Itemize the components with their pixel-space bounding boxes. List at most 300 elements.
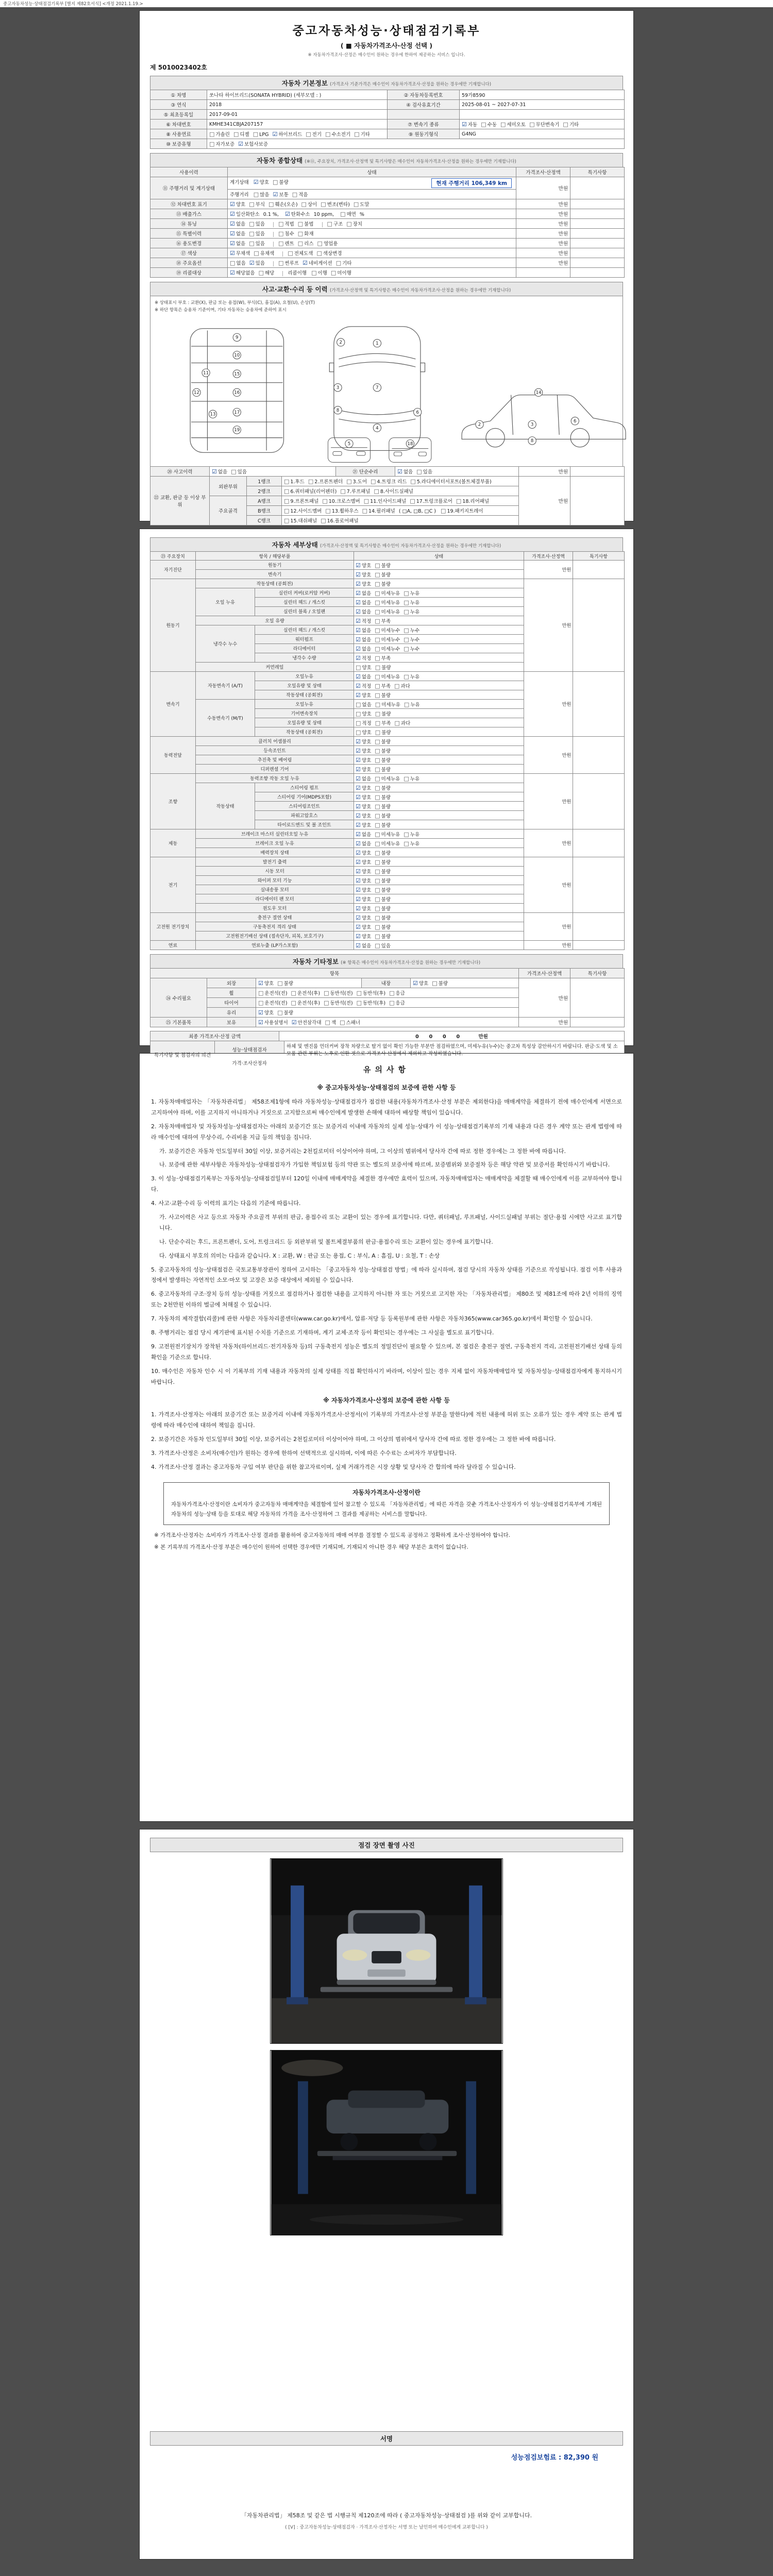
checkbox-없음[interactable]: ☑ 없음: [230, 221, 246, 227]
checkbox-적정[interactable]: ☑ 적정: [356, 654, 372, 662]
checkbox-불량[interactable]: □ 불량: [375, 784, 391, 791]
inline-text: 10 ppm,: [313, 212, 341, 217]
checkbox-양호[interactable]: ☑ 양호: [356, 849, 372, 856]
issuance-substatement: ( [V] : 중고자동차성능·상태점검자 · 가격조사·산정자는 서명 또는 날인하여 매수인에게 교부합니다 ): [285, 2525, 488, 2530]
checkbox-보험사보증[interactable]: ☑ 보험사보증: [238, 141, 268, 147]
fee-value: 82,390 원: [563, 2454, 598, 2462]
checkbox-동반석(후)[interactable]: □ 동반석(후): [356, 999, 386, 1006]
checkbox-유채색[interactable]: □ 유채색: [254, 250, 275, 257]
checkbox-불량[interactable]: □ 불량: [375, 895, 391, 903]
checkbox-화재[interactable]: □ 화재: [297, 230, 314, 237]
checkbox-누유[interactable]: □ 누유: [404, 673, 420, 680]
field-label: ⑲ 리콜대상: [150, 268, 228, 278]
checkbox-미세누유[interactable]: □ 미세누유: [375, 831, 400, 838]
field-label: ⑱ 주요옵션: [150, 258, 228, 268]
checkbox-색상변경[interactable]: □ 색상변경: [316, 250, 342, 257]
field-value: [354, 811, 524, 820]
checkbox-양호[interactable]: □ 양호: [356, 728, 372, 736]
checkbox-불량[interactable]: □ 불량: [375, 691, 391, 699]
field-label: 실린더 블록 / 오일팬: [255, 607, 354, 616]
checkbox-있음[interactable]: □ 있음: [375, 942, 391, 949]
field-label: 타이어: [207, 998, 256, 1008]
checkbox-양호[interactable]: ☑ 양호: [356, 821, 372, 828]
checkbox-LPG[interactable]: □ LPG: [253, 131, 269, 138]
notice-item: 8. 주행거리는 점검 당시 계기판에 표시된 수치를 기준으로 기재하며, 계기 교체·조작 등이 확인되는 경우에는 그 사실을 별도로 표기합니다.: [151, 1329, 494, 1336]
notice-item: 나. 단순수리는 후드, 프론트펜더, 도어, 트렁크리드 등 외판부위 및 볼트체결부품의 판금·용접수리 또는 교환이 있는 경우에 표기합니다.: [159, 1238, 493, 1245]
checkbox-미이행[interactable]: □ 미이행: [330, 269, 351, 276]
checkbox-불량[interactable]: □ 불량: [375, 738, 391, 745]
checkbox-양호[interactable]: ☑ 양호: [356, 803, 372, 810]
checkbox-세미오토[interactable]: □ 세미오토: [500, 121, 526, 128]
field-label: 브레이크 마스터 실린더오일 누유: [196, 829, 354, 839]
inspection-insurance-fee: [150, 2452, 623, 2462]
field-label: 오일 유량: [196, 616, 354, 625]
field-label: 연료: [150, 941, 196, 950]
field-label: 충전구 절연 상태: [196, 913, 354, 922]
checkbox-불량[interactable]: □ 불량: [375, 849, 391, 856]
checkbox-부식[interactable]: □ 부식: [249, 201, 265, 208]
checkbox-해당없음[interactable]: ☑ 해당없음: [230, 269, 255, 276]
checkbox-양호[interactable]: ☑ 양호: [258, 1009, 274, 1016]
document-sheet: [139, 10, 634, 2560]
section-accident-title: 사고·교환·수리 등 이력: [262, 285, 328, 293]
checkbox-구조[interactable]: □ 구조: [327, 221, 343, 227]
checkbox-많음[interactable]: □ 많음: [253, 191, 270, 198]
checkbox-없음[interactable]: ☑ 없음: [356, 831, 372, 838]
checkbox-있음[interactable]: □ 있음: [249, 221, 265, 227]
field-value: [256, 988, 519, 998]
checkbox-동반석(후)[interactable]: □ 동반석(후): [356, 990, 386, 996]
checkbox-있음[interactable]: □ 있음: [416, 468, 432, 475]
checkbox-누유[interactable]: □ 누유: [404, 831, 420, 838]
field-value: 만원: [519, 477, 570, 526]
checkbox-없음[interactable]: ☑ 없음: [356, 626, 372, 634]
checkbox-부족[interactable]: □ 부족: [375, 719, 391, 726]
field-label: 작동상태 (공회전): [255, 690, 354, 700]
notice-item: 가. 보증기간은 자동차 인도일부터 30일 이상, 보증거리는 2천킬로미터 이상이어야 하며, 그 이상의 범위에서 당사자 간에 따로 정한 경우에는 그 정한 바에 따릅니다.: [159, 1147, 566, 1155]
checkbox-보통[interactable]: ☑ 보통: [273, 191, 289, 198]
checkbox-있음[interactable]: □ 있음: [231, 468, 247, 475]
field-label: 사용이력: [150, 167, 228, 177]
checkbox-불량[interactable]: □ 불량: [375, 905, 391, 912]
etc-info-table: [150, 968, 623, 1027]
field-value: 만원: [516, 248, 570, 258]
notes-body: [150, 1083, 623, 1552]
field-label: 스티어링조인트: [255, 802, 354, 811]
checkbox-양호[interactable]: ☑ 양호: [356, 868, 372, 875]
checkbox-도말[interactable]: □ 도말: [353, 201, 369, 208]
field-value: 만원: [516, 258, 570, 268]
checkbox-디젤[interactable]: □ 디젤: [233, 131, 249, 138]
checkbox-해당[interactable]: □ 해당: [258, 269, 275, 276]
checkbox-9.프론트패널[interactable]: □ 9.프론트패널: [284, 498, 319, 504]
field-label: B랭크: [247, 506, 282, 516]
basic-table: [150, 90, 625, 149]
checkbox-양호[interactable]: □ 양호: [356, 710, 372, 717]
field-value: [354, 607, 524, 616]
checkbox-불량[interactable]: □ 불량: [432, 980, 448, 987]
field-value: [228, 177, 516, 190]
checkbox-7.루프패널[interactable]: □ 7.루프패널: [340, 488, 371, 495]
diagram-badge-number: 14: [535, 390, 542, 396]
checkbox-누유[interactable]: □ 누유: [404, 840, 420, 847]
checkbox-없음[interactable]: ☑ 없음: [356, 636, 372, 643]
checkbox-불량[interactable]: □ 불량: [375, 710, 391, 717]
checkbox-누유[interactable]: □ 누유: [404, 775, 420, 782]
checkbox-없음[interactable]: ☑ 없음: [356, 942, 372, 949]
checkbox-3.도어[interactable]: □ 3.도어: [346, 478, 367, 485]
checkbox-미세누유[interactable]: □ 미세누유: [375, 608, 400, 615]
notice-item: 2. 자동차매매업자 및 자동차성능·상태점검자는 아래의 보증기간 또는 보증거리 이내에 자동차의 실제 성능·상태가 이 성능·상태점검기록부의 기재 내용과 다른 경우 계약 또는 관계 법령에 따라 매수인에 대하여 무상수리, 수리비용 지급 등의 책임을 집니다.: [151, 1123, 622, 1141]
checkbox-불량[interactable]: □ 불량: [375, 868, 391, 875]
field-label: 휠: [207, 988, 256, 998]
checkbox-불량[interactable]: □ 불량: [277, 1009, 293, 1016]
checkbox-없음[interactable]: □ 없음: [230, 260, 246, 266]
field-label: 구동축전지 격리 상태: [196, 922, 354, 931]
checkbox-19.패키지트레이[interactable]: □ 19.패키지트레이: [441, 507, 483, 514]
section-overall-note: (※⑪, 주요장치, 가격조사·산정액 및 특기사항은 매수인이 자동차가격조사·산정을 원하는 경우에만 기재합니다): [305, 159, 516, 164]
checkbox-일산화탄소[interactable]: ☑ 일산화탄소: [230, 211, 260, 217]
field-label: ⑯ 용도변경: [150, 239, 228, 248]
checkbox-운전석(후)[interactable]: □ 운전석(후): [291, 990, 321, 996]
field-label: ⑪ 주행거리 및 계기상태: [150, 177, 228, 199]
checkbox-적정[interactable]: ☑ 적정: [356, 682, 372, 689]
checkbox-없음[interactable]: ☑ 없음: [212, 468, 228, 475]
section-etc-note: (※ 항목은 매수인이 자동차가격조사·산정을 원하는 경우에만 기재합니다): [341, 960, 481, 965]
checkbox-렌트[interactable]: □ 렌트: [278, 240, 294, 247]
field-label: 오일유량 및 상태: [255, 718, 354, 727]
field-value: [354, 876, 524, 885]
field-value: [354, 635, 524, 644]
checkbox-양호[interactable]: ☑ 양호: [253, 179, 270, 185]
checkbox-훼손(오손)[interactable]: □ 훼손(오손): [268, 201, 298, 208]
fee-label: 성능점검보험료 :: [511, 2454, 562, 2462]
checkbox-누유[interactable]: □ 누유: [404, 589, 420, 597]
checkbox-양호[interactable]: ☑ 양호: [258, 980, 274, 987]
field-label: ⑨ 원동기형식: [388, 129, 460, 139]
checkbox-불량[interactable]: □ 불량: [375, 923, 391, 930]
checkbox-1.후드[interactable]: □ 1.후드: [284, 478, 305, 485]
checkbox-불량[interactable]: □ 불량: [277, 980, 293, 987]
checkbox-동반석(전)[interactable]: □ 동반석(전): [324, 999, 353, 1006]
field-label: 시동 모터: [196, 867, 354, 876]
field-value: [354, 588, 524, 598]
diagram-badge-number: 8: [530, 438, 534, 444]
checkbox-13.휠하우스[interactable]: □ 13.휠하우스: [325, 507, 359, 514]
checkbox-불량[interactable]: □ 불량: [375, 812, 391, 819]
notice-item: 9. 고전원전기장치가 장착된 자동차(하이브리드·전기자동차 등)의 구동축전지 성능은 별도의 정밀진단이 필요할 수 있으며, 본 점검은 충전구 절연, 구동축전지 격리, 고전원전기배선 상태 등의 확인을 기준으로 합니다.: [151, 1343, 622, 1361]
field-label: 동력조향 작동 오일 누유: [196, 774, 354, 783]
checkbox-불량[interactable]: □ 불량: [375, 914, 391, 921]
checkbox-없음[interactable]: ☑ 없음: [356, 775, 372, 782]
field-value: [282, 486, 519, 496]
checkbox-11.인사이드패널[interactable]: □ 11.인사이드패널: [363, 498, 407, 504]
checkbox-미세누유[interactable]: □ 미세누유: [375, 673, 400, 680]
checkbox-변조(변타)[interactable]: □ 변조(변타): [321, 201, 350, 208]
checkbox-잭[interactable]: □ 잭: [325, 1019, 337, 1026]
checkbox-불량[interactable]: □ 불량: [375, 793, 391, 801]
checkbox-스패너[interactable]: □ 스패너: [340, 1019, 361, 1026]
section-basic-note: (가격조사 기준가격은 매수인이 자동차가격조사·산정을 원하는 경우에만 기재합니다): [330, 82, 492, 87]
checkbox-미세누유[interactable]: □ 미세누유: [375, 589, 400, 597]
checkbox-기타[interactable]: □ 기타: [335, 260, 352, 266]
checkbox-네비게이션[interactable]: ☑ 네비게이션: [302, 260, 332, 266]
checkbox-누수[interactable]: □ 누수: [404, 636, 420, 643]
checkbox-불량[interactable]: □ 불량: [273, 179, 289, 185]
section-basic-header: [150, 76, 623, 90]
checkbox-상이[interactable]: □ 상이: [301, 201, 317, 208]
checkbox-양호[interactable]: ☑ 양호: [356, 877, 372, 884]
field-label: 상태: [228, 167, 516, 177]
field-label: 윈도우 모터: [196, 904, 354, 913]
checkbox-누수[interactable]: □ 누수: [404, 626, 420, 634]
checkbox-미세누유[interactable]: □ 미세누유: [375, 840, 400, 847]
checkbox-불량[interactable]: □ 불량: [375, 766, 391, 773]
checkbox-미세누수[interactable]: □ 미세누수: [375, 626, 400, 634]
field-value: [570, 199, 625, 209]
notice-item: 2. 보증기간은 자동차 인도일부터 30일 이상, 보증거리는 2천킬로미터 이상이어야 하며, 그 이상의 범위에서 당사자 간에 따로 정한 경우에는 그 정한 바에 따릅니다.: [151, 1436, 556, 1443]
section-overall-title: 자동차 종합상태: [257, 157, 303, 164]
field-value: 만원: [516, 199, 570, 209]
checkbox-누수[interactable]: □ 누수: [404, 645, 420, 652]
checkbox-없음[interactable]: ☑ 없음: [356, 589, 372, 597]
field-value: [354, 802, 524, 811]
checkbox-운전석(전)[interactable]: □ 운전석(전): [258, 990, 288, 996]
checkbox-양호[interactable]: ☑ 양호: [356, 933, 372, 940]
checkbox-동반석(전)[interactable]: □ 동반석(전): [324, 990, 353, 996]
checkbox-양호[interactable]: ☑ 양호: [356, 923, 372, 930]
checkbox-양호[interactable]: ☑ 양호: [413, 980, 429, 987]
diagram-legend: ※ 상태표시 부호 : 교환(X), 판금 또는 용접(W), 부식(C), 흠집(A), 요철(U), 손상(T): [155, 300, 315, 306]
checkbox-15.대쉬패널[interactable]: □ 15.대쉬패널: [284, 517, 317, 524]
checkbox-양호[interactable]: ☑ 양호: [356, 562, 372, 569]
checkbox-과다[interactable]: □ 과다: [394, 682, 410, 689]
field-label: 실린더 헤드 / 개스킷: [255, 598, 354, 607]
checkbox-미세누유[interactable]: □ 미세누유: [375, 701, 400, 708]
checkbox-양호[interactable]: ☑ 양호: [356, 812, 372, 819]
checkbox-기타[interactable]: □ 기타: [563, 121, 579, 128]
field-label: 오일유량 및 상태: [255, 681, 354, 690]
diagram-badge-number: 17: [234, 410, 240, 415]
checkbox-불량[interactable]: □ 불량: [375, 858, 391, 866]
checkbox-운전석(후)[interactable]: □ 운전석(후): [291, 999, 321, 1006]
checkbox-양호[interactable]: ☑ 양호: [356, 747, 372, 754]
checkbox-부족[interactable]: □ 부족: [375, 682, 391, 689]
checkbox-불량[interactable]: □ 불량: [375, 664, 391, 671]
checkbox-없음[interactable]: ☑ 없음: [397, 468, 413, 475]
checkbox-누유[interactable]: □ 누유: [404, 701, 420, 708]
field-value: [354, 653, 524, 663]
checkbox-무단변속기[interactable]: □ 무단변속기: [529, 121, 560, 128]
checkbox-10.크로스멤버[interactable]: □ 10.크로스멤버: [322, 498, 360, 504]
checkbox-미세누수[interactable]: □ 미세누수: [375, 645, 400, 652]
checkbox-불량[interactable]: □ 불량: [375, 821, 391, 828]
checkbox-양호[interactable]: ☑ 양호: [356, 858, 372, 866]
diagram-badge-number: 16: [234, 390, 240, 396]
field-label: 제동: [150, 829, 196, 857]
field-value: KMHE341CBJA207157: [207, 120, 388, 129]
checkbox-수동[interactable]: □ 수동: [481, 121, 497, 128]
checkbox-기타[interactable]: □ 기타: [354, 131, 370, 138]
checkbox-자동[interactable]: ☑ 자동: [462, 121, 478, 128]
checkbox-자가보증[interactable]: □ 자가보증: [209, 141, 235, 147]
checkbox-누유[interactable]: □ 누유: [404, 599, 420, 606]
detail-state-table: [150, 551, 623, 950]
field-label: 작동상태 (공회전): [196, 579, 354, 588]
checkbox-양호[interactable]: ☑ 양호: [356, 914, 372, 921]
checkbox-양호[interactable]: ☑ 양호: [356, 766, 372, 773]
checkbox-미세누유[interactable]: □ 미세누유: [375, 775, 400, 782]
checkbox-17.트렁크플로어[interactable]: □ 17.트렁크플로어: [410, 498, 452, 504]
checkbox-불량[interactable]: □ 불량: [375, 580, 391, 587]
field-label: 와이퍼 모터 기능: [196, 876, 354, 885]
field-label: 작동상태: [196, 783, 255, 829]
checkbox-과다[interactable]: □ 과다: [394, 719, 411, 726]
checkbox-수소전기[interactable]: □ 수소전기: [325, 131, 351, 138]
checkbox-전체도색[interactable]: □ 전체도색: [288, 250, 313, 257]
checkbox-6.쿼터패널(리어펜더)[interactable]: □ 6.쿼터패널(리어펜더): [284, 488, 337, 495]
checkbox-2.프론트펜더[interactable]: □ 2.프론트펜더: [308, 478, 343, 485]
checkbox-14.필러패널[interactable]: □ 14.필러패널: [362, 507, 395, 514]
checkbox-없음[interactable]: ☑ 없음: [356, 608, 372, 615]
checkbox-부족[interactable]: □ 부족: [375, 654, 391, 662]
field-value: 만원: [516, 177, 570, 199]
checkbox-없음[interactable]: ☑ 없음: [230, 240, 246, 247]
checkbox-영업용[interactable]: □ 영업용: [317, 240, 338, 247]
checkbox-16.플로어패널[interactable]: □ 16.플로어패널: [321, 517, 359, 524]
checkbox-이행[interactable]: □ 이행: [311, 269, 327, 276]
checkbox-없음[interactable]: ☑ 없음: [230, 230, 246, 237]
checkbox-안전삼각대[interactable]: ☑ 안전삼각대: [291, 1019, 322, 1026]
checkbox-없음[interactable]: ☑ 없음: [356, 645, 372, 652]
notice-tail: ※ 가격조사·산정자는 소비자가 가격조사·산정 결과를 활용하여 중고자동차의 매매 여부를 결정할 수 있도록 공정하고 정확하게 조사·산정하여야 합니다.: [154, 1532, 510, 1538]
checkbox-양호[interactable]: ☑ 양호: [356, 580, 372, 587]
field-value: [570, 219, 625, 229]
field-label: 추진축 및 베어링: [196, 755, 354, 765]
field-value: [354, 755, 524, 765]
field-value: [354, 792, 524, 802]
checkbox-양호[interactable]: ☑ 양호: [356, 738, 372, 745]
checkbox-누유[interactable]: □ 누유: [404, 608, 420, 615]
price-survey-note: ※ 자동차가격조사·산정은 매수인이 원하는 경우에 한하여 제공하는 서비스 입니다.: [308, 53, 465, 58]
checkbox-응급[interactable]: □ 응급: [389, 999, 405, 1006]
section-detail-title: 자동차 세부상태: [272, 541, 318, 549]
field-value: [354, 625, 524, 635]
checkbox-불량[interactable]: □ 불량: [375, 747, 391, 754]
checkbox-없음[interactable]: □ 없음: [356, 701, 372, 708]
field-value: [354, 561, 524, 570]
checkbox-썬루프[interactable]: □ 썬루프: [278, 260, 299, 266]
checkbox-불량[interactable]: □ 불량: [375, 933, 391, 940]
checkbox-5.라디에이터서포트(볼트체결부품)[interactable]: □ 5.라디에이터서포트(볼트체결부품): [410, 478, 492, 485]
checkbox-4.트렁크 리드[interactable]: □ 4.트렁크 리드: [371, 478, 407, 485]
field-label: ⑮ 특별이력: [150, 229, 228, 239]
field-label: 상태: [354, 552, 524, 561]
checkbox-침수[interactable]: □ 침수: [278, 230, 294, 237]
checkbox-없음[interactable]: ☑ 없음: [356, 673, 372, 680]
checkbox-있음[interactable]: □ 있음: [249, 240, 265, 247]
checkbox-8.사이드실패널[interactable]: □ 8.사이드실패널: [374, 488, 414, 495]
field-value: [573, 913, 625, 941]
price-survey-option[interactable]: ( ■ 자동차가격조사·산정 선택 ): [340, 42, 433, 49]
field-label: 주요골격: [210, 496, 247, 526]
checkbox-무채색[interactable]: ☑ 무채색: [230, 250, 250, 257]
field-value: [207, 129, 388, 139]
diagram-badge-number: 13: [210, 412, 216, 417]
checkbox-불량[interactable]: □ 불량: [375, 803, 391, 810]
checkbox-없음[interactable]: ☑ 없음: [356, 840, 372, 847]
checkbox-양호[interactable]: ☑ 양호: [356, 691, 372, 699]
field-label: 변속기: [150, 672, 196, 737]
checkbox-양호[interactable]: ☑ 양호: [356, 571, 372, 578]
field-value: [573, 941, 625, 950]
checkbox-리스[interactable]: □ 리스: [297, 240, 314, 247]
checkbox-양호[interactable]: ☑ 양호: [356, 784, 372, 791]
checkbox-장치[interactable]: □ 장치: [346, 221, 363, 227]
overall-table: [150, 167, 625, 278]
checkbox-부족[interactable]: □ 부족: [375, 617, 391, 624]
checkbox-불법[interactable]: □ 불법: [297, 221, 314, 227]
checkbox-적정[interactable]: ☑ 적정: [356, 617, 372, 624]
checkbox-양호[interactable]: □ 양호: [356, 664, 372, 671]
checkbox-미세누유[interactable]: □ 미세누유: [375, 599, 400, 606]
field-value: 만원: [524, 774, 573, 829]
checkbox-매연[interactable]: □ 매연: [340, 211, 356, 217]
checkbox-있음[interactable]: □ 있음: [249, 230, 265, 237]
checkbox-18.리어패널[interactable]: □ 18.리어패널: [456, 498, 490, 504]
field-value: [354, 931, 524, 941]
inline-text: 리콜이행: [288, 270, 312, 276]
checkbox-양호[interactable]: ☑ 양호: [356, 905, 372, 912]
checkbox-하이브리드[interactable]: ☑ 하이브리드: [272, 131, 303, 138]
checkbox-양호[interactable]: ☑ 양호: [230, 201, 246, 208]
field-label: 실내송풍 모터: [196, 885, 354, 894]
checkbox-양호[interactable]: ☑ 양호: [356, 895, 372, 903]
checkbox-불량[interactable]: □ 불량: [375, 886, 391, 893]
checkbox-운전석(전)[interactable]: □ 운전석(전): [258, 999, 288, 1006]
checkbox-적음[interactable]: □ 적음: [292, 191, 308, 198]
checkbox-있음[interactable]: ☑ 있음: [249, 260, 265, 266]
diagram-badge-number: 2: [339, 340, 342, 346]
inline-text: 계기상태: [230, 180, 254, 185]
checkbox-적정[interactable]: □ 적정: [356, 719, 372, 726]
checkbox-응급[interactable]: □ 응급: [389, 990, 405, 996]
checkbox-불량[interactable]: □ 불량: [375, 562, 391, 569]
field-value: [354, 857, 524, 867]
field-label: 오일누유: [255, 672, 354, 681]
checkbox-불량[interactable]: □ 불량: [375, 877, 391, 884]
notice-item: 다. 상태표시 부호의 의미는 다음과 같습니다. X : 교환, W : 판금 또는 용접, C : 부식, A : 흠집, U : 요철, T : 손상: [159, 1252, 440, 1259]
checkbox-양호[interactable]: ☑ 양호: [356, 756, 372, 764]
field-value: [228, 268, 516, 278]
checkbox-불량[interactable]: □ 불량: [375, 571, 391, 578]
checkbox-없음[interactable]: ☑ 없음: [356, 599, 372, 606]
checkbox-양호[interactable]: ☑ 양호: [356, 886, 372, 893]
field-value: [354, 616, 524, 625]
checkbox-전기[interactable]: □ 전기: [306, 131, 322, 138]
checkbox-불량[interactable]: □ 불량: [375, 728, 391, 736]
checkbox-양호[interactable]: ☑ 양호: [356, 793, 372, 801]
field-label: ㉒ 교환, 판금 등 이상 부위: [150, 477, 210, 526]
checkbox-탄화수소[interactable]: ☑ 탄화수소: [285, 211, 310, 217]
checkbox-적법[interactable]: □ 적법: [278, 221, 294, 227]
checkbox-미세누수[interactable]: □ 미세누수: [375, 636, 400, 643]
document-number: 제 5010023402호: [150, 64, 207, 71]
checkbox-불량[interactable]: □ 불량: [375, 756, 391, 764]
checkbox-사용설명서[interactable]: ☑ 사용설명서: [258, 1019, 288, 1026]
checkbox-12.사이드멤버[interactable]: □ 12.사이드멤버: [284, 507, 322, 514]
checkbox-가솔린[interactable]: □ 가솔린: [209, 131, 230, 138]
